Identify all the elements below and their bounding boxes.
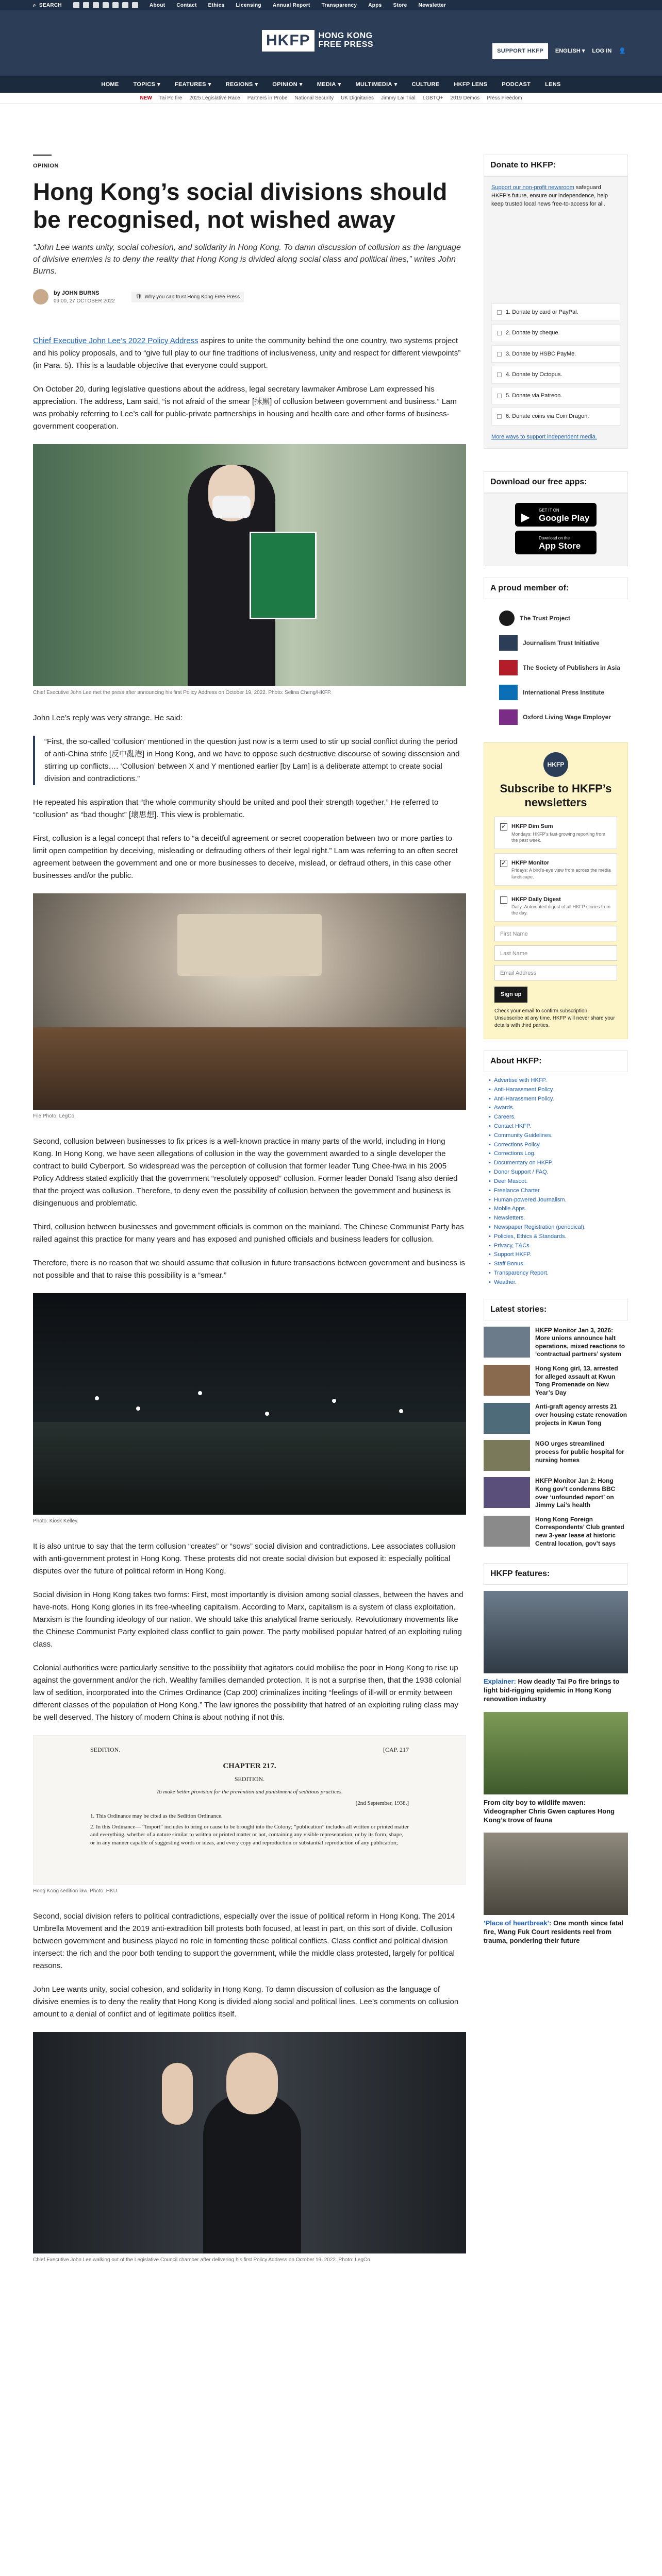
trending-item[interactable]: Press Freedom <box>487 95 522 101</box>
donate-box: Support our non-profit newsroom safeguard HKFP’s future, ensure our independence, help keep trusted local news free-to-access for all. 1. Donate by card or PayPal. 2. Donate by cheque. 3. Donate by HSBC PayMe. 4. Donate by Octopus. 5. Donate via Patreon. 6. Donate coins via Coin Dragon. More ways to support independent media. <box>484 176 628 449</box>
logo-line-2: FREE PRESS <box>318 40 374 49</box>
nav-podcast[interactable]: PODCAST <box>502 81 531 88</box>
caption: Photo: Kiosk Kelley. <box>33 1518 79 1524</box>
ipi-logo <box>499 685 518 700</box>
paragraph: First, collusion is a legal concept that refers to “a deceitful agreement or secret cooperation between two or more parties to limit open competition by deceiving, misleading or defrauding others of their legal right.” Lam was referring to an often secret agreement between the government and one or more businesses to deceive, mislead, or defraud others, in this case other businesses and/or the public. <box>33 834 458 880</box>
about-link[interactable]: • Advertise with HKFP. <box>489 1076 628 1086</box>
trust-project-logo <box>499 611 515 626</box>
apps-box <box>484 493 628 566</box>
kicker-rule <box>33 155 52 156</box>
paragraph: Colonial authorities were particularly sensitive to the possibility that agitators could mobilise the poor in Hong Kong to rise up against the government and/or the rich. Wealthy families demanded protection. It is not a surprise then, that the 1938 colonial law of sedition, incorporated into the Crimes Ordinance (Cap 200) criminalizes inciting “feelings of ill-will or enmity between different classes of the population of Hong Kong.” The law ignores the possibility that hatred of an exploiting ruling class may be well deserved. The history of modern China is about nothing if not this. <box>33 1664 461 1722</box>
checkbox[interactable] <box>500 860 507 867</box>
story-title: Hong Kong girl, 13, arrested for alleged assault at Kwun Tong Promenade on New Year’s Day <box>535 1365 618 1396</box>
apps-heading: Download our free apps: <box>484 471 628 493</box>
trending-item[interactable]: Jimmy Lai Trial <box>381 95 416 101</box>
story-thumbnail <box>484 1403 530 1434</box>
about-heading: About HKFP: <box>484 1050 628 1072</box>
story-title: HKFP Monitor Jan 3, 2026: More unions announce halt operations, mixed reactions to ‘contractual partners’ system <box>535 1326 625 1358</box>
support-hkfp-button[interactable]: SUPPORT HKFP <box>492 43 548 59</box>
about-link[interactable]: • Corrections Policy. <box>489 1141 628 1150</box>
chevron-down-icon: ▾ <box>394 81 398 88</box>
latest-story[interactable] <box>484 1327 628 1359</box>
about-link[interactable]: • Support HKFP. <box>489 1250 628 1260</box>
about-link[interactable]: • Transparency Report. <box>489 1269 628 1278</box>
member-jti[interactable]: Journalism Trust Initiative <box>499 635 628 651</box>
last-name-field[interactable]: Last Name <box>494 945 617 961</box>
login-link[interactable]: LOG IN <box>592 48 612 54</box>
about-link[interactable]: • Donor Support / FAQ. <box>489 1168 628 1177</box>
nav-home[interactable]: HOME <box>101 81 119 88</box>
caption: Chief Executive John Lee walking out of the Legislative Council chamber after delivering his first Policy Address on October 19, 2022. Photo: LegCo. <box>33 2257 372 2263</box>
topbar-link-transparency[interactable]: Transparency <box>321 2 357 8</box>
nav-lens[interactable]: LENS <box>545 81 561 88</box>
newsletter-option-daily-digest[interactable]: HKFP Daily Digest Daily: Automated digest of all HKFP stories from the day. <box>494 890 617 922</box>
trending-item[interactable]: Tai Po fire <box>159 95 183 101</box>
story-thumbnail <box>484 1365 530 1396</box>
caption: File Photo: LegCo. <box>33 1113 76 1120</box>
instagram-icon[interactable] <box>93 2 99 8</box>
about-link[interactable]: • Policies, Ethics & Standards. <box>489 1232 628 1242</box>
paragraph: Second, social division refers to political contradictions, especially over the issue of political reform in Hong Kong. The 2014 Umbrella Movement and the 2019 anti-extradition bill protests both focused, at least in part, on this sort of divide. Collusion between government and business played no role in fomenting these political conflicts. Class conflict and political division intersect: the rich and the poor both tending to support the government, while the middle class protested, largely for political reasons. <box>33 1912 455 1971</box>
latest-story[interactable] <box>484 1403 628 1434</box>
figure-sedition-law <box>33 1735 466 1885</box>
feature-story[interactable]: From city boy to wildlife maven: Videographer Chris Gwen captures Hong Kong’s trove of fauna <box>484 1712 628 1825</box>
photo-john-lee-waving[interactable] <box>33 2032 466 2253</box>
story-title: Hong Kong Foreign Correspondents’ Club granted new 3-year lease at historic Central location, gov’t says <box>535 1515 624 1547</box>
more-ways-link[interactable]: More ways to support independent media. <box>491 433 597 440</box>
about-link[interactable]: • Corrections Log. <box>489 1149 628 1159</box>
nav-hkfp-lens[interactable]: HKFP LENS <box>454 81 488 88</box>
nav-topics[interactable]: TOPICS ▾ <box>134 80 160 89</box>
paragraph: Chief Executive John Lee’s 2022 Policy Address aspires to unite the community behind the one country, two systems project and his policy proposals, and to “give full play to our fine traditions of inclusiveness, unity and respect for different viewpoints” (in Para. 5). This is a laudable objective that everyone could support. <box>33 336 461 370</box>
policy-address-link[interactable]: Chief Executive John Lee’s 2022 Policy Address <box>33 336 198 346</box>
latest-stories <box>484 1327 628 1548</box>
photo-legco-chamber[interactable] <box>33 893 466 1110</box>
author-name[interactable]: JOHN BURNS <box>61 290 100 296</box>
paragraph: Social division in Hong Kong takes two forms: First, most importantly is division among social classes, between the haves and have-nots. Hong Kong glories in its free-wheeling capitalism. According to Marx, capitalism is a system of class exploitation. Marxism is the founding ideology of our nation. We should take this analytical frame seriously. Revolutionary movements like the Chinese Communist Party exploited class conflict to gain power. The party mobilised popular hatred of an exploiting ruling class. <box>33 1590 464 1649</box>
chevron-down-icon: ▾ <box>582 48 585 54</box>
story-thumbnail <box>484 1516 530 1547</box>
facebook-icon[interactable] <box>73 2 79 8</box>
story-title: HKFP Monitor Jan 2: Hong Kong gov’t condemns BBC over ‘unfounded report’ on Jimmy Lai’s health <box>535 1477 616 1509</box>
topbar-link-licensing[interactable]: Licensing <box>236 2 261 8</box>
about-link[interactable]: • Weather. <box>489 1278 628 1287</box>
article-title: Hong Kong’s social divisions should be recognised, not wished away <box>33 178 448 233</box>
topbar-link-contact[interactable]: Contact <box>176 2 197 8</box>
logo-mark: HKFP <box>262 30 315 52</box>
about-link[interactable]: • Staff Bonus. <box>489 1260 628 1269</box>
nav-features[interactable]: FEATURES ▾ <box>175 80 211 89</box>
trending-item[interactable]: 2019 Demos <box>450 95 480 101</box>
member-sopa[interactable]: The Society of Publishers in Asia <box>499 660 628 675</box>
feature-thumbnail <box>484 1833 628 1915</box>
x-icon[interactable] <box>83 2 89 8</box>
latest-story[interactable] <box>484 1516 628 1548</box>
about-link[interactable]: • Newspaper Registration (periodical). <box>489 1223 628 1232</box>
youtube-icon[interactable] <box>103 2 109 8</box>
trending-item[interactable]: LGBTQ+ <box>422 95 443 101</box>
newsletter-title: Subscribe to HKFP’s newsletters <box>500 782 612 809</box>
paragraph: Third, collusion between businesses and government officials is common on the mainland. The Chinese Communist Party has railed against this practice for many years and has exposed and punished officials and business leaders for collusion. <box>33 1223 464 1244</box>
site-logo[interactable] <box>262 30 373 52</box>
story-title: NGO urges streamlined process for public hospital for nursing homes <box>535 1440 624 1464</box>
logo-line-1: HONG KONG <box>318 31 373 41</box>
story-title: Anti-graft agency arrests 21 over housing estate renovation projects in Kwun Tong <box>535 1403 627 1427</box>
about-link[interactable]: • Freelance Charter. <box>489 1187 628 1196</box>
about-link[interactable]: • Anti-Harassment Policy. <box>489 1095 628 1104</box>
about-link[interactable]: • Community Guidelines. <box>489 1131 628 1141</box>
shield-icon: 🛡 <box>135 294 142 300</box>
about-link[interactable]: • Anti-Harassment Policy. <box>489 1086 628 1095</box>
caption: Chief Executive John Lee met the press after announcing his first Policy Address on October 19, 2022. Photo: Selina Cheng/HKFP. <box>33 690 332 696</box>
chevron-down-icon: ▾ <box>338 81 341 88</box>
donate-option-payme[interactable]: 3. Donate by HSBC PayMe. <box>491 345 620 363</box>
living-wage-logo <box>499 709 518 725</box>
latest-story[interactable] <box>484 1440 628 1471</box>
search-link[interactable]: ⌕ SEARCH <box>33 2 62 8</box>
topbar-link-about[interactable]: About <box>149 2 166 8</box>
donate-lead-link[interactable]: Support our non-profit newsroom <box>491 184 574 191</box>
google-play-icon: ▶ <box>521 511 530 524</box>
chevron-down-icon: ▾ <box>157 81 160 88</box>
blockquote: “First, the so-called ‘collusion’ mentioned in the question just now is a term used to stir up social conflict during the period of anti-China strife [反中亂港] in Hong Kong, and we have to oppose such destructive discourse of sowing dissension and stirring up conflicts…. ‘Collusion’ between X and Y mentioned earlier [by Lam] is a deliberate attempt to create social division and contradictions.” <box>33 736 466 785</box>
about-link[interactable]: • Contact HKFP. <box>489 1122 628 1131</box>
topbar-link-newsletter[interactable]: Newsletter <box>418 2 446 8</box>
caption: Hong Kong sedition law. Photo: HKU. <box>33 1888 119 1894</box>
linkedin-icon[interactable] <box>112 2 119 8</box>
utility-bar <box>0 0 662 10</box>
trending-item[interactable]: Partners in Probe <box>247 95 288 101</box>
photo-protest-night[interactable] <box>33 1293 466 1515</box>
trending-bar <box>0 93 662 104</box>
about-link[interactable]: • Awards. <box>489 1104 628 1113</box>
app-store-button[interactable]: Download on the App Store <box>515 531 597 554</box>
trust-badge[interactable]: 🛡 Why you can trust Hong Kong Free Press <box>131 292 244 302</box>
trending-item[interactable]: UK Dignitaries <box>341 95 374 101</box>
topbar-link-ethics[interactable]: Ethics <box>208 2 225 8</box>
language-selector[interactable]: ENGLISH ▾ <box>555 48 585 54</box>
about-link[interactable]: • Human-powered Journalism. <box>489 1196 628 1205</box>
latest-heading: Latest stories: <box>484 1299 628 1320</box>
members-heading: A proud member of: <box>484 578 628 599</box>
paragraph: It is also untrue to say that the term collusion “creates” or “sows” social division and contradictions. Lee associates collusion with anti-government protest in Hong Kong. These protests did not create social division but exposed it: especially political disputes over the future of political reform in Hong Kong. <box>33 1542 456 1576</box>
donate-heading: Donate to HKFP: <box>484 155 628 176</box>
nav-regions[interactable]: REGIONS ▾ <box>226 80 258 89</box>
rss-icon[interactable] <box>132 2 138 8</box>
main-nav <box>0 76 662 93</box>
feature-story[interactable]: Explainer: How deadly Tai Po fire brings to light bid-rigging epidemic in Hong Kong renovation industry <box>484 1591 628 1704</box>
publish-date: 09:00, 27 OCTOBER 2022 <box>54 298 115 304</box>
nav-media[interactable]: MEDIA ▾ <box>317 80 341 89</box>
feature-thumbnail <box>484 1712 628 1794</box>
about-link[interactable]: • Mobile Apps. <box>489 1205 628 1214</box>
chevron-down-icon: ▾ <box>208 81 211 88</box>
donate-option-patreon[interactable]: 5. Donate via Patreon. <box>491 387 620 405</box>
chevron-down-icon: ▾ <box>255 81 258 88</box>
site-header <box>0 10 662 76</box>
latest-story[interactable] <box>484 1477 628 1509</box>
member-trust-project[interactable]: The Trust Project <box>499 611 628 626</box>
paragraph: Therefore, there is no reason that we should assume that collusion in future transactions between government and business is not possible and that to raise this possibility is a “smear.” <box>33 1259 465 1280</box>
donate-promo <box>491 213 620 300</box>
donate-option-octopus[interactable]: 4. Donate by Octopus. <box>491 366 620 384</box>
trending-item[interactable]: 2025 Legislative Race <box>189 95 240 101</box>
story-thumbnail <box>484 1477 530 1508</box>
newsletter-note: Check your email to confirm subscription. Unsubscribe at any time. HKFP will never share your details with third parties. <box>494 1008 615 1028</box>
author-avatar[interactable] <box>33 289 48 304</box>
paragraph: Second, collusion between businesses to fix prices is a well-known practice in many parts of the world, including in Hong Kong. In Hong Kong, we have seen allegations of collusion in the way the government awarded to a single developer the contract to build Cyberport. So widespread was the perception of collusion that former leader Tung Chee-hwa in his 2005 Policy Address stated explicitly that the government “resolutely opposed” collusion. Former leader Donald Tsang also denied that the project was collusion. Therefore, to deny even the possibility of collusion between the government and business is disingenuous and problematic. <box>33 1137 458 1208</box>
story-thumbnail <box>484 1440 530 1471</box>
article-body <box>33 335 466 2264</box>
about-links <box>484 1072 628 1287</box>
donate-option-card[interactable]: 1. Donate by card or PayPal. <box>491 303 620 321</box>
social-icons <box>73 2 138 8</box>
article-kicker[interactable]: OPINION <box>33 163 59 169</box>
topbar-link-store[interactable]: Store <box>393 2 407 8</box>
about-link[interactable]: • Newsletters. <box>489 1214 628 1223</box>
first-name-field[interactable]: First Name <box>494 926 617 941</box>
paragraph: John Lee wants unity, social cohesion, and solidarity in Hong Kong. To damn discussion of collusion as the language of divisive enemies is to deny the reality that Hong Kong is divided along social and political lines. Lee’s comments on collusion amount to a denial of conflict and of legitimate politics itself. <box>33 1985 459 2019</box>
figure-john-lee-legco <box>33 2032 466 2253</box>
topbar-link-apps[interactable]: Apps <box>368 2 382 8</box>
jti-logo <box>499 635 518 651</box>
article-standfirst: “John Lee wants unity, social cohesion, and solidarity in Hong Kong. To damn discussion of collusion as the language of divisive enemies is to deny the reality that Hong Kong is divided along social class and political lines,” writes John Burns. <box>33 243 461 276</box>
donate-option-cheque[interactable]: 2. Donate by cheque. <box>491 324 620 342</box>
member-living-wage[interactable]: Oxford Living Wage Employer <box>499 709 628 725</box>
member-logos <box>484 599 628 725</box>
features-heading: HKFP features: <box>484 1563 628 1585</box>
latest-story[interactable] <box>484 1365 628 1397</box>
search-icon: ⌕ <box>33 2 36 8</box>
user-icon[interactable]: 👤 <box>619 48 626 54</box>
about-link[interactable]: • Deer Mascot. <box>489 1177 628 1187</box>
figure-john-lee <box>33 444 466 686</box>
paragraph: He repeated his aspiration that “the whole community should be united and pool their strength together.” He referred to “collusion” as “bad thought” [壞思想]. This view is problematic. <box>33 798 439 820</box>
newsletter-logo: HKFP <box>543 752 568 777</box>
nav-opinion[interactable]: OPINION ▾ <box>272 80 302 89</box>
signup-button[interactable]: Sign up <box>494 987 527 1003</box>
about-link[interactable]: • Documentary on HKFP. <box>489 1159 628 1168</box>
newsletter-option-dim-sum[interactable]: ✓ HKFP Dim Sum Mondays: HKFP’s fast-growing reporting from the past week. <box>494 817 617 849</box>
story-thumbnail <box>484 1327 530 1358</box>
photo-john-lee-press[interactable] <box>33 444 466 686</box>
email-field[interactable]: Email Address <box>494 965 617 980</box>
about-link[interactable]: • Privacy, T&Cs. <box>489 1242 628 1251</box>
feature-thumbnail <box>484 1591 628 1673</box>
trending-item[interactable]: National Security <box>294 95 334 101</box>
telegram-icon[interactable] <box>122 2 128 8</box>
about-link[interactable]: • Careers. <box>489 1113 628 1122</box>
topbar-link-annual-report[interactable]: Annual Report <box>272 2 310 8</box>
chevron-down-icon: ▾ <box>299 81 303 88</box>
figure-legco <box>33 893 466 1110</box>
newsletter-box <box>484 742 628 1039</box>
nav-multimedia[interactable]: MULTIMEDIA ▾ <box>355 80 397 89</box>
checkbox[interactable] <box>500 896 507 904</box>
trending-label: NEW <box>140 95 152 101</box>
member-ipi[interactable]: International Press Institute <box>499 685 628 700</box>
photo-sedition-ordinance[interactable]: SEDITION. [CAP. 217 CHAPTER 217. SEDITION. To make better provision for the prevention and punishment of seditious practices. [2nd September, 1938.] 1. This Ordinance may be cited as the Sedition Ordinance. 2. In this Ordinance— “Import” includes to bring or cause to be brought into the Colony; “publication” includes all written or printed matter and everything, whether of a nature similar to written or printed matter or not, containing any visible representation, or by its form, shape, or in any manner capable of suggesting words or ideas, and every copy and reproduction or substantial reproduction of any publication; <box>33 1735 466 1885</box>
figure-protest <box>33 1293 466 1515</box>
newsletter-option-monitor[interactable]: ✓ HKFP Monitor Fridays: A bird’s-eye view from across the media landscape. <box>494 853 617 886</box>
byline: by JOHN BURNS 09:00, 27 OCTOBER 2022 🛡 Why you can trust Hong Kong Free Press <box>33 289 466 306</box>
checkbox[interactable] <box>500 823 507 831</box>
nav-culture[interactable]: CULTURE <box>411 81 440 88</box>
donate-option-coin-dragon[interactable]: 6. Donate coins via Coin Dragon. <box>491 408 620 426</box>
sidebar <box>484 155 628 1954</box>
sopa-logo <box>499 660 518 675</box>
article <box>33 155 466 2279</box>
feature-story[interactable]: ‘Place of heartbreak’: One month since fatal fire, Wang Fuk Court residents reel from trauma, pondering their future <box>484 1833 628 1945</box>
paragraph: On October 20, during legislative questions about the address, legal secretary lawmaker Ambrose Lam expressed his appreciation. The address, Lam said, “is not afraid of the smear [抹黑] of collusion between government and business.” Lam was probably referring to Lee’s call for public-private partnerships in housing and health care and other forms of business-government cooperation. <box>33 385 457 431</box>
paragraph: John Lee’s reply was very strange. He said: <box>33 714 183 723</box>
google-play-button[interactable]: ▶ GET IT ON Google Play <box>515 503 597 527</box>
